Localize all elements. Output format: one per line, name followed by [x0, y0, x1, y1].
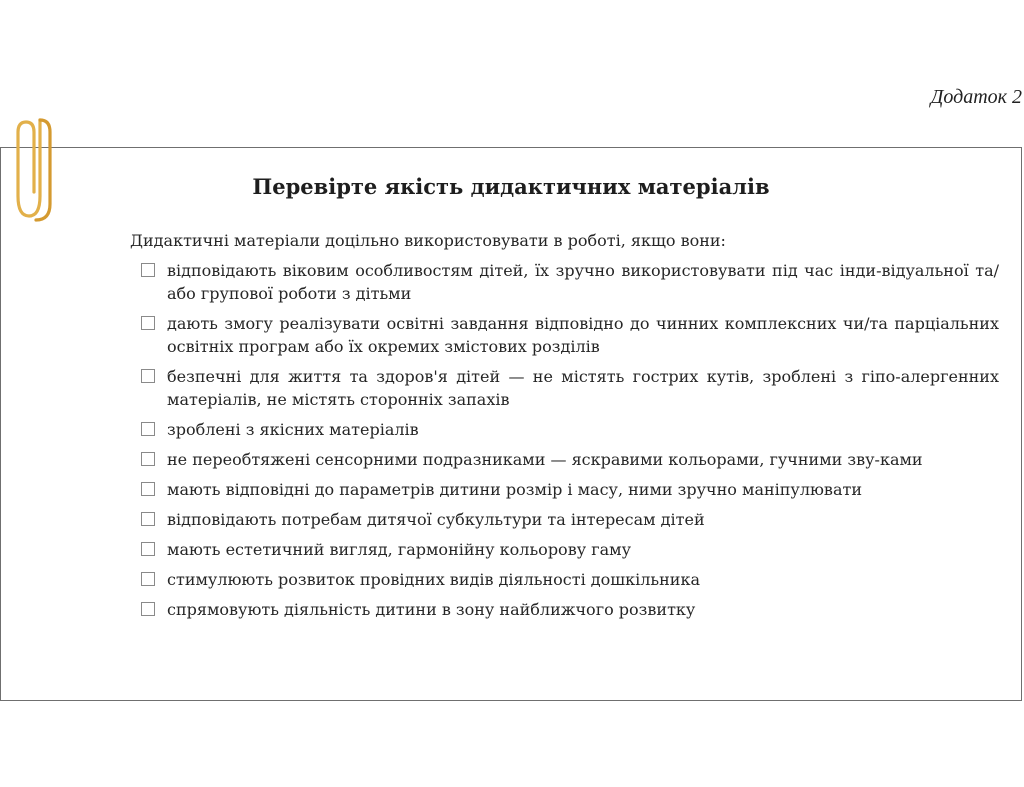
- checkbox-icon[interactable]: [141, 369, 155, 383]
- checkbox-icon[interactable]: [141, 512, 155, 526]
- card-title: Перевірте якість дидактичних матеріалів: [252, 174, 770, 199]
- checklist-item: [141, 568, 999, 591]
- checklist-item: [141, 259, 999, 305]
- checklist-item: [141, 508, 999, 531]
- intro-text: Дидактичні матеріали доцільно використовувати в роботі, якщо вони:: [130, 231, 726, 250]
- checklist-item-text: не переобтяжені сенсорними подразниками — яскравими кольорами, гучними зву-ками: [167, 450, 923, 469]
- checklist-item-text: мають естетичний вигляд, гармонійну кольорову гаму: [167, 540, 631, 559]
- checklist-item-text: відповідають віковим особливостям дітей, їх зручно використовувати під час інди-відуальної та/або групової роботи з дітьми: [167, 261, 999, 303]
- checkbox-icon[interactable]: [141, 602, 155, 616]
- checklist: [141, 259, 999, 628]
- checklist-item: [141, 478, 999, 501]
- checklist-item: [141, 598, 999, 621]
- checklist-item-text: безпечні для життя та здоров'я дітей — не містять гострих кутів, зроблені з гіпо-алергенних матеріалів, не містять сторонніх запахів: [167, 367, 999, 409]
- checklist-item-text: зроблені з якісних матеріалів: [167, 420, 419, 439]
- checklist-item: [141, 538, 999, 561]
- checkbox-icon[interactable]: [141, 482, 155, 496]
- checkbox-icon[interactable]: [141, 452, 155, 466]
- checklist-card: [0, 147, 1022, 701]
- checkbox-icon[interactable]: [141, 422, 155, 436]
- checklist-item-text: дають змогу реалізувати освітні завдання відповідно до чинних комплексних чи/та парціальних освітніх програм або їх окремих змістових розділів: [167, 314, 999, 356]
- appendix-label: Додаток 2: [930, 86, 1022, 108]
- checklist-item: [141, 365, 999, 411]
- checklist-item-text: відповідають потребам дитячої субкультури та інтересам дітей: [167, 510, 705, 529]
- checklist-item: [141, 312, 999, 358]
- paperclip-icon: [14, 116, 58, 224]
- checklist-item: [141, 418, 999, 441]
- checkbox-icon[interactable]: [141, 263, 155, 277]
- checkbox-icon[interactable]: [141, 542, 155, 556]
- checkbox-icon[interactable]: [141, 316, 155, 330]
- checkbox-icon[interactable]: [141, 572, 155, 586]
- checklist-item-text: спрямовують діяльність дитини в зону найближчого розвитку: [167, 600, 696, 619]
- checklist-item-text: мають відповідні до параметрів дитини розмір і масу, ними зручно маніпулювати: [167, 480, 862, 499]
- checklist-item-text: стимулюють розвиток провідних видів діяльності дошкільника: [167, 570, 701, 589]
- checklist-item: [141, 448, 999, 471]
